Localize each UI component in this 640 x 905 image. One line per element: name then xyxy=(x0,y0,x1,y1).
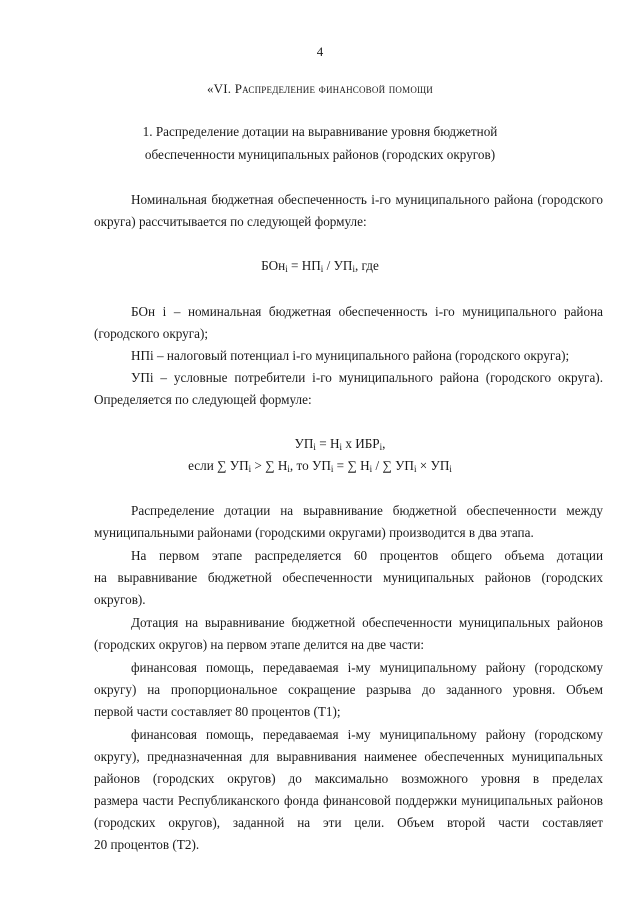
paragraph-2-line-3: округов). xyxy=(94,592,146,607)
definition-np: НПi – налоговый потенциал i-го муниципального района (городского округа); xyxy=(131,348,570,363)
formula-condition: если ∑ $УП_i$ > ∑ $Н_i$, то $УП_i$ = ∑ $Н_i$ / ∑ $УП_i \times УП_i$ xyxy=(188,458,452,474)
paragraph-4-line-1: финансовая помощь, передаваемая i-му муниципальному району (городскому xyxy=(131,660,603,675)
definition-bon-line-2: (городского округа); xyxy=(94,326,209,341)
formula-conditional-consumers: $УП_i = Н_i$ х $ИБР_i$, xyxy=(294,436,386,452)
subsection-title-line-1: 1. Распределение дотации на выравнивание уровня бюджетной xyxy=(142,124,498,139)
paragraph-3-line-1: Дотация на выравнивание бюджетной обеспеченности муниципальных районов xyxy=(131,615,603,630)
paragraph-5-line-1: финансовая помощь, передаваемая i-му муниципальному району (городскому xyxy=(131,727,603,742)
section-heading-prefix: «VI. xyxy=(206,81,235,96)
paragraph-5-line-4: размера части Республиканского фонда финансовой поддержки муниципальных районов xyxy=(94,793,603,808)
subsection-title-line-2: обеспеченности муниципальных районов (городских округов) xyxy=(144,147,496,162)
paragraph-2-line-1: На первом этапе распределяется 60 процентов общего объема дотации xyxy=(131,548,603,563)
paragraph-1-line-1: Распределение дотации на выравнивание бюджетной обеспеченности между xyxy=(131,503,603,518)
definition-bon-line-1: БОн i – номинальная бюджетная обеспеченность i-го муниципального района xyxy=(131,304,603,319)
paragraph-4-line-3: первой части составляет 80 процентов (Т1); xyxy=(94,704,341,719)
definition-up-line-1: УПi – условные потребители i-го муниципального района (городского округа). xyxy=(131,370,603,385)
intro-line-1: Номинальная бюджетная обеспеченность i-го муниципального района (городского xyxy=(131,192,603,207)
definition-up-line-2: Определяется по следующей формуле: xyxy=(94,392,312,407)
paragraph-5-line-3: районов (городских округов) до максимально возможного уровня в пределах xyxy=(94,771,603,786)
intro-line-2: округа) рассчитывается по следующей формуле: xyxy=(94,214,367,229)
paragraph-5-line-2: округу), предназначенная для выравнивания наименее обеспеченных муниципальных xyxy=(94,749,603,764)
paragraph-5-line-6: 20 процентов (Т2). xyxy=(94,837,200,852)
section-heading-text: Распределение финансовой помощи xyxy=(234,81,433,96)
paragraph-3-line-2: (городских округов) на первом этапе делится на две части: xyxy=(94,637,425,652)
paragraph-5-line-5: (городских округов), заданной на эти цели. Объем второй части составляет xyxy=(94,815,603,830)
page-number: 4 xyxy=(316,44,324,59)
paragraph-1-line-2: муниципальными районами (городскими округами) производится в два этапа. xyxy=(94,525,534,540)
section-heading xyxy=(0,81,640,97)
paragraph-2-line-2: на выравнивание бюджетной обеспеченности муниципальных районов (городских xyxy=(94,570,603,585)
formula-nominal-provision: $БОн_i = НП_i / УП_i$, где xyxy=(261,258,379,274)
paragraph-4-line-2: округу) на пропорциональное сокращение разрыва до заданного уровня. Объем xyxy=(94,682,603,697)
